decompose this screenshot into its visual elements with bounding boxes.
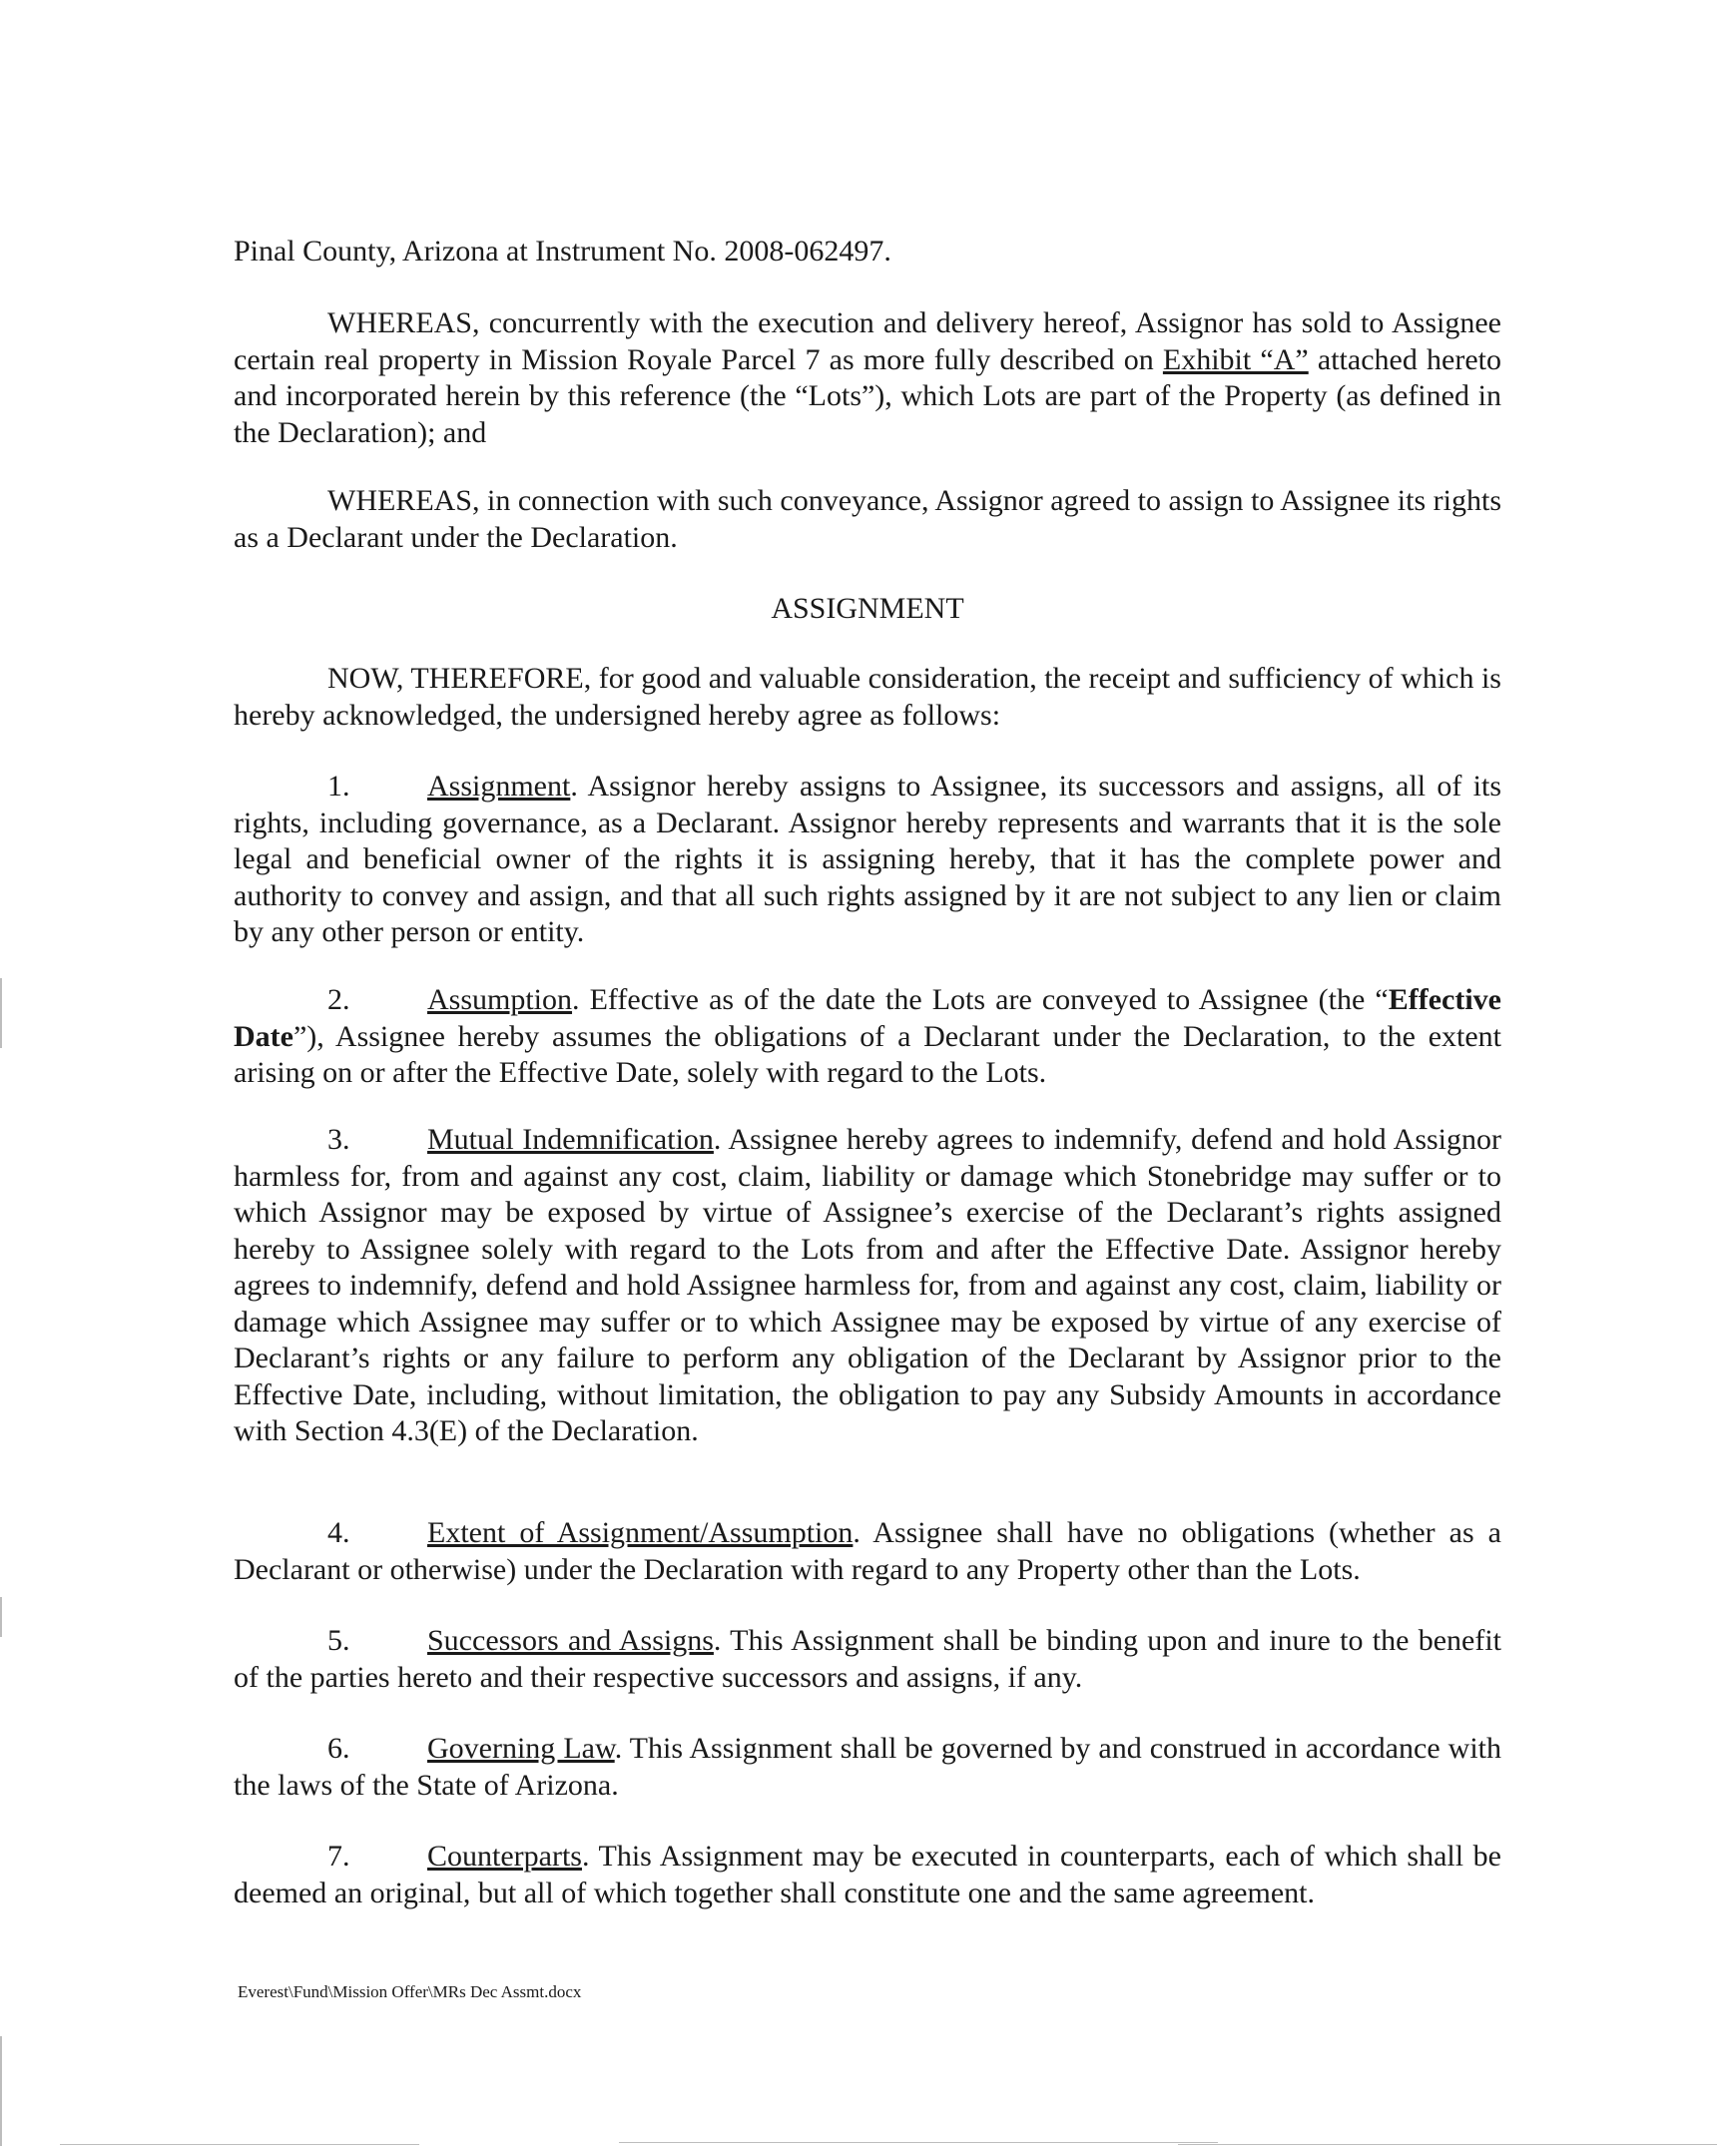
section-body: . This Assignment shall be governed by and construed in accordance with the laws of the State of Arizona. — [234, 1732, 1501, 1802]
continuation-line: Pinal County, Arizona at Instrument No. 2008-062497. — [234, 235, 891, 268]
section-body: . This Assignment shall be binding upon and inure to the benefit of the parties hereto and their respective successors and assigns, if any. — [234, 1624, 1501, 1694]
section-number: 3. — [327, 1123, 350, 1156]
section-body: . Assignee hereby agrees to indemnify, defend and hold Assignor harmless for, from and against any cost, claim, liability or damage which Stonebridge may suffer or to which Assignor may be exposed by virtue of Assignee’s exercise of the Declarant’s rights assigned hereby to Assignee solely with regard to the Lots from and after the Effective Date. Assignor hereby agrees to indemnify, defend and hold Assignee harmless for, from and against any cost, claim, liability or damage which Assignee may suffer or to which Assignee may be exposed by virtue of any exercise of Declarant’s rights or any failure to perform any obligation of the Declarant by Assignor prior to the Effective Date, including, without limitation, the obligation to pay any Subsidy Amounts in accordance with Section 4.3(E) of the Declaration. — [234, 1123, 1501, 1447]
section-title: Assignment — [427, 770, 571, 803]
section-number: 4. — [327, 1516, 350, 1549]
scan-edge-mark — [0, 978, 2, 1048]
recital-1 — [234, 305, 1501, 451]
scan-edge-mark — [60, 2144, 419, 2145]
scan-edge-mark — [619, 2142, 1218, 2143]
recital-2: WHEREAS, in connection with such conveyance, Assignor agreed to assign to Assignee its rights as a Declarant under the Declaration. — [234, 484, 1501, 554]
section-3 — [234, 1122, 1501, 1450]
recital-1-text-b: attached hereto and incorporated herein by this reference (the “Lots”), which Lots are part of the Property (as defined in the Declaration); and — [234, 342, 1501, 449]
section-body: . Assignor hereby assigns to Assignee, its successors and assigns, all of its rights, including governance, as a Declarant. Assignor hereby represents and warrants that it is the sole legal and beneficial owner of the rights it is assigning hereby, that it has the complete power and authority to convey and assign, and that all such rights assigned by it are not subject to any lien or claim by any other person or entity. — [234, 770, 1501, 948]
section-body: . Effective as of the date the Lots are conveyed to Assignee (the “ — [572, 983, 1389, 1016]
section-body: . This Assignment may be executed in counterparts, each of which shall be deemed an original, but all of which together shall constitute one and the same agreement. — [234, 1840, 1501, 1909]
scan-edge-mark — [0, 1597, 2, 1637]
section-number: 6. — [327, 1732, 350, 1765]
recital-1-text-a: WHEREAS, concurrently with the execution and delivery hereof, Assignor has sold to Assignee certain real property in Mission Royale Parcel 7 as more fully described on — [234, 306, 1501, 376]
section-title: Mutual Indemnification — [427, 1123, 714, 1156]
section-title: Counterparts — [427, 1840, 582, 1873]
section-number: 1. — [327, 770, 350, 803]
section-heading: ASSIGNMENT — [771, 592, 964, 625]
section-1 — [234, 769, 1501, 951]
section-title: Assumption — [427, 983, 573, 1016]
preamble: NOW, THEREFORE, for good and valuable consideration, the receipt and sufficiency of which is hereby acknowledged, the undersigned hereby agree as follows: — [234, 662, 1501, 732]
section-number: 2. — [327, 983, 350, 1016]
section-title: Extent of Assignment/Assumption — [427, 1516, 854, 1549]
document-footer-path: Everest\Fund\Mission Offer\MRs Dec Assmt.docx — [238, 1982, 582, 2001]
section-title: Successors and Assigns — [427, 1624, 714, 1657]
scan-edge-mark — [1178, 2144, 1717, 2145]
section-number: 7. — [327, 1840, 350, 1873]
section-4 — [234, 1515, 1501, 1588]
section-body: ”), Assignee hereby assumes the obligations of a Declarant under the Declaration, to the extent arising on or after the Effective Date, solely with regard to the Lots. — [234, 1019, 1501, 1089]
exhibit-a-reference: Exhibit “A” — [1162, 342, 1309, 376]
section-2 — [234, 982, 1501, 1092]
section-7 — [234, 1839, 1501, 1911]
effective-date-term: Effective Date — [234, 983, 1501, 1053]
scan-edge-mark — [0, 2036, 2, 2146]
section-6 — [234, 1731, 1501, 1804]
section-body: . Assignee shall have no obligations (whether as a Declarant or otherwise) under the Declaration with regard to any Property other than the Lots. — [234, 1516, 1501, 1586]
section-5 — [234, 1623, 1501, 1696]
section-title: Governing Law — [427, 1732, 615, 1765]
section-number: 5. — [327, 1624, 350, 1657]
